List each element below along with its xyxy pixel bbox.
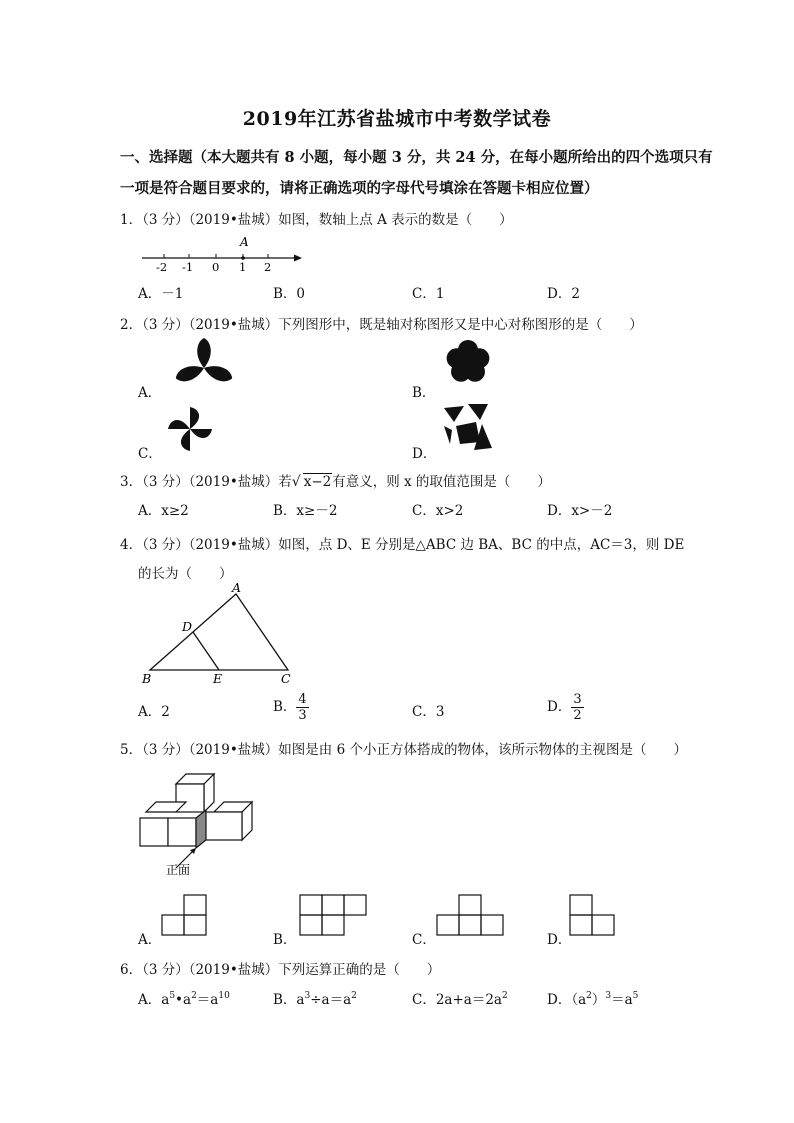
page-title: 2019年江苏省盐城市中考数学试卷 [242, 108, 552, 130]
fraction-denominator: 3 [298, 708, 307, 723]
q4-option-b-fraction [296, 692, 308, 723]
fraction-numerator: 3 [573, 692, 582, 707]
q1-option-a: A．－1 [138, 286, 184, 302]
q4-label-a: A [232, 582, 242, 595]
fraction-numerator: 4 [298, 692, 307, 707]
q3-option-a: A．x≥2 [138, 503, 189, 519]
q3-option-b: B．x≥－2 [273, 503, 338, 519]
q4-stem-line2: 的长为（ ） [138, 566, 233, 582]
q2-figure-pinwheel [162, 404, 218, 454]
q2-option-c: C． [138, 446, 162, 462]
q1-tick-label: 0 [212, 260, 220, 274]
q5-option-c-view [435, 893, 505, 939]
q1-tick-label: 2 [264, 260, 272, 274]
sqrt-icon: √ [291, 474, 301, 490]
q2-figure-triangle-puzzle [440, 400, 496, 456]
q6-option-a: A．$a^5•a^2=a^{10}$ [138, 991, 230, 1008]
q3-option-d: D．x>－2 [547, 503, 613, 519]
q4-stem-line1: 4．（3 分）（2019•盐城）如图，点 D、E 分别是△ABC 边 BA、BC 的中点，AC＝3，则 DE [120, 537, 685, 553]
q6-option-c: C．$2a+a=2a^2$ [412, 991, 508, 1008]
q4-option-d-fraction [571, 692, 583, 723]
q1-tick-label: -1 [182, 260, 194, 274]
q6-option-b: B．$a^3\div a=a^2$ [273, 991, 357, 1008]
q1-tick-label: -2 [156, 260, 168, 274]
q5-option-a: A． [138, 932, 162, 948]
q3-stem [120, 470, 551, 490]
q4-label-c: C [281, 671, 291, 686]
q5-cube-stack-figure [136, 770, 256, 880]
q2-option-d: D． [412, 446, 437, 462]
q5-option-c: C． [412, 932, 436, 948]
q4-option-d [547, 692, 584, 723]
q2-option-a: A． [138, 385, 162, 401]
fraction-denominator: 2 [573, 708, 582, 723]
q4-label-b: B [142, 671, 152, 686]
q4-option-b [273, 692, 309, 723]
q2-stem: 2．（3 分）（2019•盐城）下列图形中，既是轴对称图形又是中心对称图形的是（ ） [120, 317, 643, 333]
q5-option-b: B． [273, 932, 297, 948]
q5-front-label: 正面 [166, 863, 191, 877]
q4-option-c: C．3 [412, 704, 445, 720]
q2-figure-three-petals [164, 338, 244, 390]
q3-option-c: C．x>2 [412, 503, 464, 519]
q5-stem: 5．（3 分）（2019•盐城）如图是由 6 个小正方体搭成的物体，该所示物体的主视图是（ ） [120, 742, 687, 758]
q1-option-b: B．0 [273, 286, 306, 302]
q1-option-d: D．2 [547, 286, 580, 302]
q3-stem-suffix: 有意义，则 x 的取值范围是（ ） [332, 474, 551, 490]
q5-option-d: D． [547, 932, 572, 948]
q5-option-d-view [568, 893, 618, 939]
q4-label-e: E [213, 671, 223, 686]
q5-option-b-view [298, 893, 368, 939]
q5-option-a-view [160, 893, 210, 939]
q2-figure-flower [442, 337, 494, 387]
q3-radicand: x−2 [303, 474, 332, 490]
q1-point-label: A [240, 235, 249, 249]
q2-option-b: B． [412, 385, 436, 401]
q1-option-c: C．1 [412, 286, 445, 302]
q1-number-line [138, 232, 308, 274]
q4-option-a: A．2 [138, 704, 170, 720]
q6-option-d: D．$(a^2)^3=a^5$ [547, 991, 639, 1008]
q4-option-b-letter: B． [273, 699, 297, 715]
q4-triangle-figure [138, 582, 304, 686]
q4-label-d: D [182, 619, 193, 634]
section-heading-line2: 一项是符合题目要求的，请将正确选项的字母代号填涂在答题卡相应位置） [120, 180, 599, 197]
q4-option-d-letter: D． [547, 699, 572, 715]
q1-tick-label: 1 [239, 260, 247, 274]
q3-stem-prefix: 3．（3 分）（2019•盐城）若 [120, 474, 292, 490]
section-heading-line1: 一、选择题（本大题共有 8 小题，每小题 3 分，共 24 分，在每小题所给出的四个选项只有 [120, 149, 713, 166]
q6-stem: 6．（3 分）（2019•盐城）下列运算正确的是（ ） [120, 962, 441, 978]
q1-stem: 1．（3 分）（2019•盐城）如图，数轴上点 A 表示的数是（ ） [120, 212, 513, 228]
